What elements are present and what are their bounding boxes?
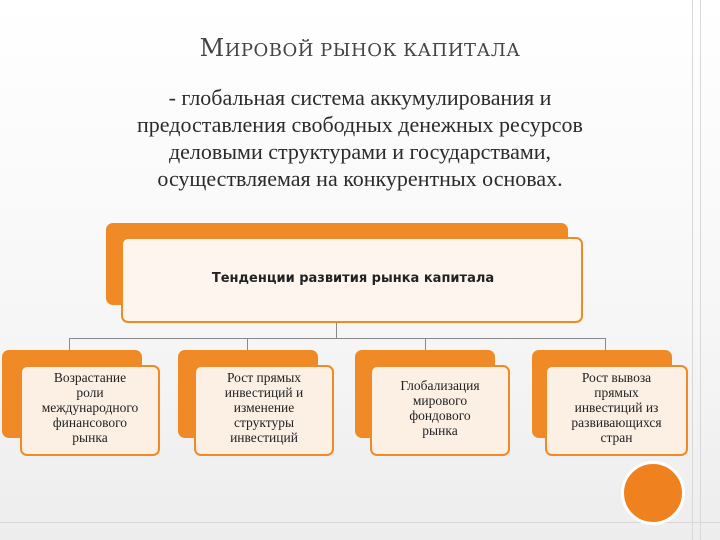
branch-line: Глобализация [400, 378, 480, 393]
slide-title [0, 34, 720, 62]
branch-node-2-label [194, 370, 334, 445]
branch-line: инвестиций и [224, 385, 304, 400]
slide-title-first-letter: М [199, 34, 225, 62]
branch-line: рынка [72, 430, 108, 445]
frame-line-right-inner [692, 0, 693, 540]
definition-line: осуществляемая на конкурентных основах. [157, 166, 563, 191]
branch-line: финансового [52, 415, 128, 430]
branch-line: инвестиций [230, 430, 298, 445]
definition-line: - глобальная система аккумулирования и [168, 85, 552, 110]
branch-line: прямых [594, 385, 639, 400]
branch-node-4-label [545, 370, 688, 445]
branch-node-1-label [20, 370, 160, 445]
branch-line: международного [41, 400, 139, 415]
branch-line: Рост вывоза [581, 370, 652, 385]
connector-root-stem [336, 323, 337, 339]
branch-line: инвестиций из [574, 400, 659, 415]
branch-line: рынка [422, 423, 458, 438]
branch-line: Возрастание [53, 370, 127, 385]
definition-text [60, 84, 660, 192]
branch-line: роли [76, 385, 104, 400]
frame-line-bottom [0, 522, 720, 523]
branch-line: мирового [412, 393, 468, 408]
connector-horizontal [69, 338, 606, 339]
branch-line: фондового [409, 408, 471, 423]
branch-node-3-label [370, 378, 510, 438]
branch-line: стран [600, 430, 633, 445]
root-node-label: Тенденции развития рынка капитала [211, 271, 495, 286]
definition-line: деловыми структурами и государствами, [168, 139, 552, 164]
branch-line: структуры [233, 415, 295, 430]
branch-line: развивающихся [571, 415, 662, 430]
definition-line: предоставления свободных денежных ресурсов [137, 112, 583, 137]
branch-line: изменение [233, 400, 295, 415]
frame-line-right [700, 0, 701, 540]
decorative-circle [621, 461, 685, 525]
branch-line: Рост прямых [226, 370, 302, 385]
slide-title-rest: ИРОВОЙ РЫНОК КАПИТАЛА [224, 40, 521, 61]
